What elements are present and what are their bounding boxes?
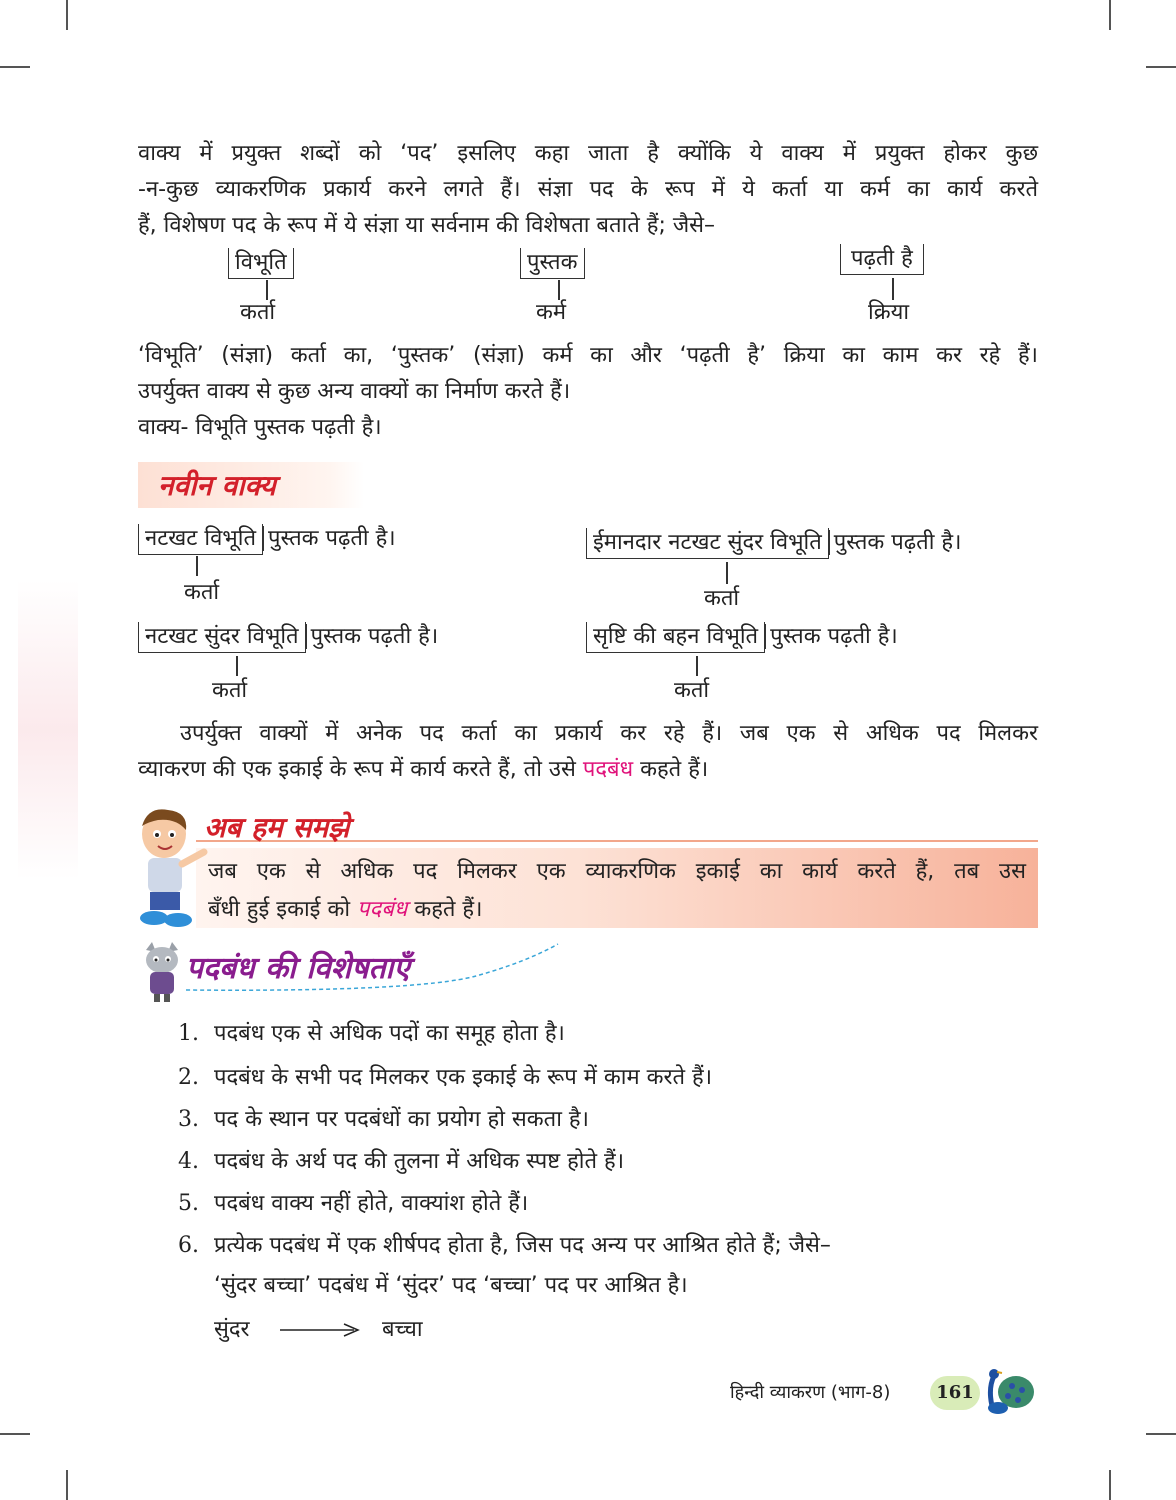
diagram-role-label: कर्ता [674, 678, 710, 703]
item-text: पदबंध वाक्य नहीं होते, वाक्यांश होते हैं। [214, 1191, 529, 1216]
features-heading: पदबंध की विशेषताएँ [186, 951, 410, 986]
example-line: ‘सुंदर बच्चा’ पदबंध में ‘सुंदर’ पद ‘बच्चा’ पद पर आश्रित है। [214, 1273, 688, 1298]
diagram-connector [558, 280, 560, 300]
summary-line-1: जब एक से अधिक पद मिलकर एक व्याकरणिक इकाई का कार्य करते हैं, तब उस [208, 859, 1026, 884]
diagram-connector [236, 656, 238, 676]
item-text: पदबंध के सभी पद मिलकर एक इकाई के रूप में काम करते हैं। [214, 1065, 713, 1090]
diagram-role-label: कर्ता [704, 586, 740, 611]
diagram-connector [696, 656, 698, 676]
intro-line-1: वाक्य में प्रयुक्त शब्दों को ‘पद’ इसलिए कहा जाता है क्योंकि ये वाक्य में प्रयुक्त होकर कुछ [138, 141, 1038, 166]
arrow-from-word: सुंदर [214, 1317, 250, 1342]
feature-item [178, 1186, 528, 1222]
para2-line-2 [138, 752, 1038, 788]
item-number: 3. [178, 1107, 199, 1132]
diagram-role-label: कर्ता [240, 300, 276, 325]
term-padbandh: पदबंध [357, 897, 408, 922]
diagram-word-box: पढ़ती है [840, 244, 924, 275]
para2-text: व्याकरण की एक इकाई के रूप में कार्य करते हैं, तो उसे [138, 757, 583, 782]
feature-item [178, 1144, 624, 1180]
diagram-role-label: कर्ता [212, 678, 248, 703]
summary-text: कहते हैं। [407, 897, 483, 922]
feature-item [178, 1102, 589, 1138]
heading-dotted-curve [186, 940, 566, 1000]
footer-book-title: हिन्दी व्याकरण (भाग-8) [730, 1382, 891, 1403]
page-number: 161 [936, 1382, 974, 1403]
crop-mark [1109, 1470, 1111, 1500]
para2-line-1: उपर्युक्त वाक्यों में अनेक पद कर्ता का प्रकार्य कर रहे हैं। जब एक से अधिक पद मिलकर [180, 721, 1038, 746]
arrow-to-word: बच्चा [382, 1317, 423, 1342]
diagram-word-box: विभूति [228, 248, 294, 279]
diagram-role-label: क्रिया [868, 300, 910, 325]
item-text: पदबंध के अर्थ पद की तुलना में अधिक स्पष्ट होते हैं। [214, 1149, 625, 1174]
phrase-box: नटखट सुंदर विभूति [138, 622, 306, 653]
item-number: 4. [178, 1149, 199, 1174]
cat-character-illustration [138, 940, 186, 1004]
intro-line-2: -न-कुछ व्याकरणिक प्रकार्य करने लगते हैं। संज्ञा पद के रूप में ये कर्ता या कर्म का कार्य करते [138, 177, 1038, 202]
crop-mark [1109, 0, 1111, 30]
feature-item [178, 1060, 712, 1096]
item-number: 2. [178, 1065, 199, 1090]
diagram-role-label: कर्म [536, 300, 567, 325]
feature-item [178, 1228, 831, 1264]
sentence-row [586, 528, 961, 559]
item-text: प्रत्येक पदबंध में एक शीर्षपद होता है, जिस पद अन्य पर आश्रित होते हैं; जैसे– [214, 1233, 831, 1258]
item-text: पदबंध एक से अधिक पदों का समूह होता है। [214, 1021, 565, 1046]
right-arrow-icon [280, 1320, 362, 1340]
crop-mark [66, 0, 68, 30]
diagram-connector [726, 562, 728, 584]
phrase-box: ईमानदार नटखट सुंदर विभूति [586, 528, 829, 559]
sentence-rest: पुस्तक पढ़ती है। [765, 624, 898, 649]
boy-character-illustration [128, 804, 208, 930]
diagram-connector [892, 278, 894, 300]
crop-mark [1146, 1433, 1176, 1435]
summary-text: बँधी हुई इकाई को [208, 897, 358, 922]
margin-smudge [18, 580, 78, 880]
explain-line-3: वाक्य- विभूति पुस्तक पढ़ती है। [138, 415, 382, 440]
section-heading: नवीन वाक्य [158, 469, 276, 502]
sentence-row [586, 622, 898, 653]
diagram-word-box: पुस्तक [520, 248, 585, 279]
crop-mark [0, 66, 30, 68]
explain-line-1: ‘विभूति’ (संज्ञा) कर्ता का, ‘पुस्तक’ (संज्ञा) कर्म का और ‘पढ़ती है’ क्रिया का काम कर रहे हैं। [138, 343, 1038, 368]
item-number: 6. [178, 1233, 199, 1258]
para2-text: कहते हैं। [633, 757, 709, 782]
sentence-rest: पुस्तक पढ़ती है। [306, 624, 439, 649]
item-number: 1. [178, 1021, 199, 1046]
diagram-role-label: कर्ता [184, 580, 220, 605]
phrase-box: नटखट विभूति [138, 524, 263, 555]
diagram-connector [266, 280, 268, 300]
sentence-rest: पुस्तक पढ़ती है। [829, 530, 962, 555]
sentence-row [138, 524, 396, 555]
phrase-box: सृष्टि की बहन विभूति [586, 622, 765, 653]
feature-item [178, 1016, 565, 1052]
item-text: पद के स्थान पर पदबंधों का प्रयोग हो सकता है। [214, 1107, 589, 1132]
crop-mark [66, 1470, 68, 1500]
summary-line-2 [208, 892, 482, 928]
explain-line-2: उपर्युक्त वाक्य से कुछ अन्य वाक्यों का निर्माण करते हैं। [138, 379, 571, 404]
crop-mark [0, 1433, 30, 1435]
item-number: 5. [178, 1191, 199, 1216]
peacock-icon [978, 1362, 1036, 1416]
summary-heading: अब हम समझे [204, 811, 350, 844]
term-padbandh: पदबंध [582, 757, 634, 782]
crop-mark [1146, 66, 1176, 68]
sentence-row [138, 622, 438, 653]
sentence-rest: पुस्तक पढ़ती है। [263, 526, 396, 551]
intro-line-3: हैं, विशेषण पद के रूप में ये संज्ञा या सर्वनाम की विशेषता बताते हैं; जैसे– [138, 213, 716, 238]
diagram-connector [196, 556, 198, 576]
